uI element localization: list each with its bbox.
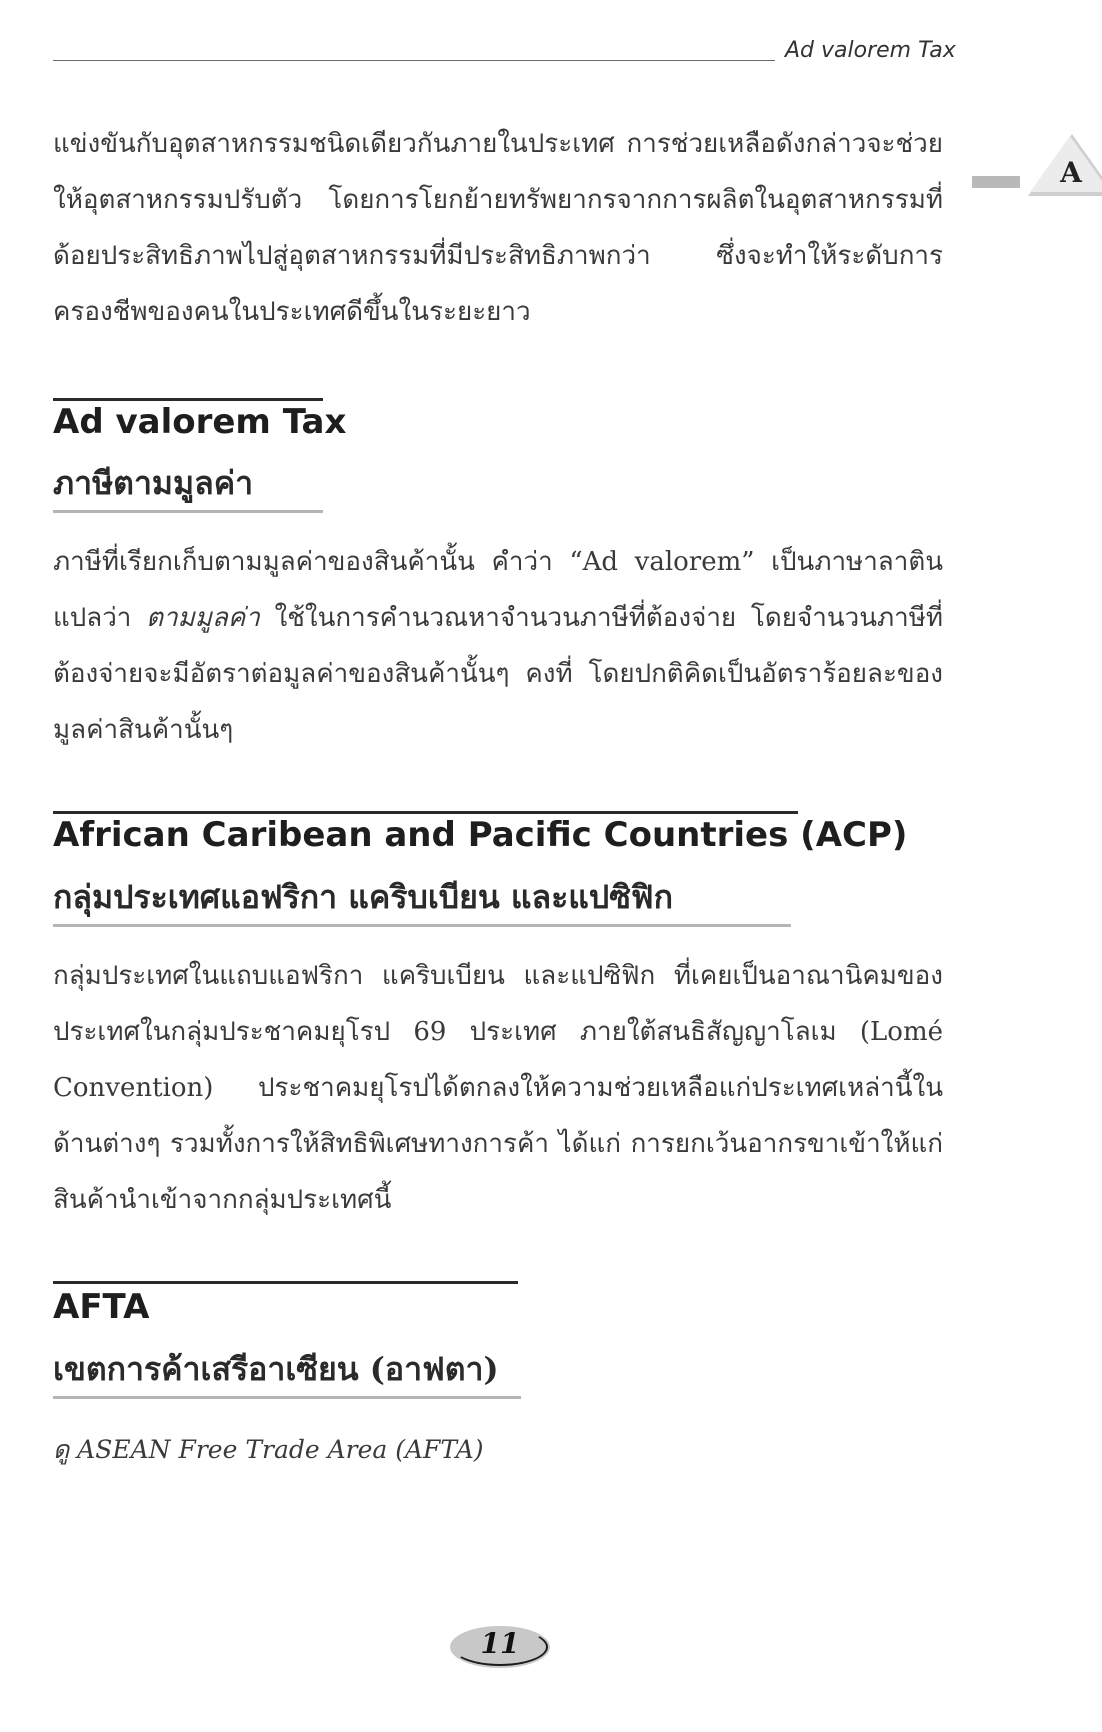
definition-text: ภาษีที่เรียกเก็บตามมูลค่าของสินค้านั้น คำว่า “Ad valorem” เป็นภาษาลาตินแปลว่า: [53, 547, 943, 633]
entry-bottom-rule: [53, 924, 791, 927]
entry-top-rule: [53, 398, 323, 401]
entry-term-en: Ad valorem Tax: [53, 402, 347, 442]
index-tab-bar: [972, 176, 1020, 188]
entry-definition: [53, 534, 943, 758]
entry-term-en: African Caribean and Pacific Countries (ACP): [53, 815, 908, 855]
see-also-reference: ดู ASEAN Free Trade Area (AFTA): [53, 1435, 484, 1464]
entry-definition: กลุ่มประเทศในแถบแอฟริกา แคริบเบียน และแปซิฟิก ที่เคยเป็นอาณานิคมของประเทศในกลุ่มประชาคมยุโรป 69 ประเทศ ภายใต้สนธิสัญญาโลเม (Lomé Convention) ประชาคมยุโรปได้ตกลงให้ความช่วยเหลือแก่ประเทศเหล่านี้ในด้านต่างๆ รวมทั้งการให้สิทธิพิเศษทางการค้า ได้แก่ การยกเว้นอากรขาเข้าให้แก่สินค้านำเข้าจากกลุ่มประเทศนี้: [53, 961, 943, 1215]
entry-term-en: AFTA: [53, 1287, 150, 1327]
running-head: Ad valorem Tax: [785, 38, 956, 63]
entry-bottom-rule: [53, 1396, 521, 1399]
entry-top-rule: [53, 1281, 518, 1284]
entry-term-th: กลุ่มประเทศแอฟริกา แคริบเบียน และแปซิฟิก: [53, 878, 673, 916]
definition-italic-term: ตามมูลค่า: [146, 603, 260, 633]
index-tab-letter: A: [1060, 156, 1082, 189]
intro-paragraph: แข่งขันกับอุตสาหกรรมชนิดเดียวกันภายในประเทศ การช่วยเหลือดังกล่าวจะช่วยให้อุตสาหกรรมปรับตัว โดยการโยกย้ายทรัพยากรจากการผลิตในอุตสาหกรรมที่ด้อยประสิทธิภาพไปสู่อุตสาหกรรมที่มีประสิทธิภาพกว่า ซึ่งจะทำให้ระดับการครองชีพของคนในประเทศดีขึ้นในระยะยาว: [53, 129, 943, 327]
entry-term-th: เขตการค้าเสรีอาเซียน (อาฟตา): [53, 1350, 499, 1388]
entry-term-th: ภาษีตามมูลค่า: [53, 464, 254, 502]
header-rule: [53, 60, 775, 61]
definition-text: ใช้ในการคำนวณหาจำนวนภาษีที่ต้องจ่าย โดยจำนวนภาษีที่ต้องจ่ายจะมีอัตราต่อมูลค่าของสินค้านั้นๆ คงที่ โดยปกติคิดเป็นอัตราร้อยละของมูลค่าสินค้านั้นๆ: [53, 603, 943, 745]
page-number: 11: [480, 1627, 520, 1660]
entry-bottom-rule: [53, 510, 323, 513]
entry-top-rule: [53, 811, 798, 814]
